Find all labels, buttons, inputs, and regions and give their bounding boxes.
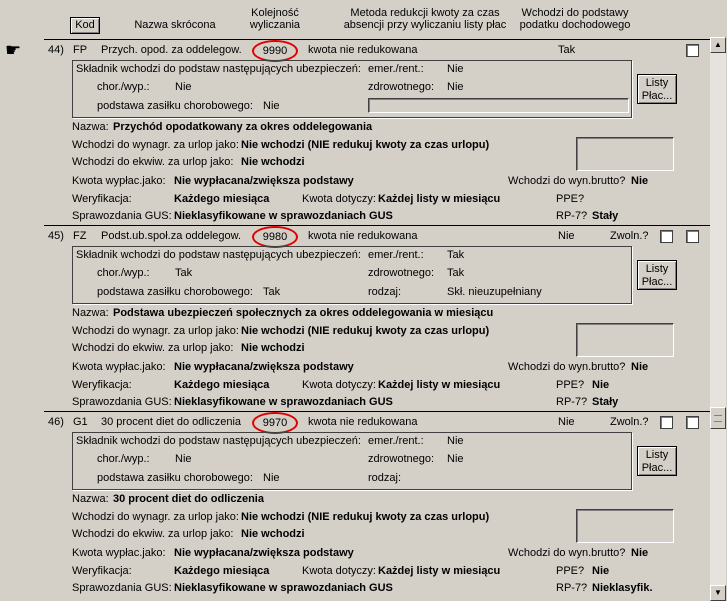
rp7-label: RP-7? <box>556 582 588 594</box>
calculation-order-value[interactable]: 9970 <box>252 412 298 434</box>
zdrowotnego-value: Nie <box>447 81 464 93</box>
zasilek-label: podstawa zasiłku chorobowego: <box>97 472 253 484</box>
weryfikacja-label: Weryfikacja: <box>72 565 132 577</box>
weryfikacja-value: Każdego miesiąca <box>174 193 270 205</box>
urlop-value: Nie wchodzi (NIE redukuj kwoty za czas urlopu) <box>241 511 490 523</box>
ppe-value: Nie <box>592 379 610 391</box>
brutto-label: Wchodzi do wyn.brutto? <box>508 175 626 187</box>
chor-value: Nie <box>175 81 192 93</box>
gus-value: Nieklasyfikowane w sprawozdaniach GUS <box>174 210 393 222</box>
rp7-value: Stały <box>592 210 619 222</box>
record-separator <box>44 411 710 412</box>
zwoln-label: Zwoln.? <box>610 416 649 428</box>
kwota-dotyczy-value: Każdej listy w miesiącu <box>378 193 501 205</box>
header-wchodzi-line2: podatku dochodowego <box>519 19 631 31</box>
header-wchodzi[interactable] <box>500 7 650 31</box>
zdrowotnego-value: Tak <box>447 267 465 279</box>
weryfikacja-value: Każdego miesiąca <box>174 379 270 391</box>
reduction-method: kwota nie redukowana <box>308 44 418 56</box>
chor-label: chor./wyp.: <box>97 453 150 465</box>
listy-plac-button[interactable] <box>637 74 677 104</box>
chor-value: Tak <box>175 267 193 279</box>
zasilek-label: podstawa zasiłku chorobowego: <box>97 286 253 298</box>
ekwiw-value: Nie wchodzi <box>241 156 305 168</box>
scroll-up-button[interactable]: ▲ <box>710 37 726 53</box>
listy-plac-line2: Płac... <box>641 462 673 474</box>
record-separator <box>44 39 710 40</box>
weryfikacja-value: Każdego miesiąca <box>174 565 270 577</box>
listy-plac-line1: Listy <box>645 449 669 461</box>
gus-value: Nieklasyfikowane w sprawozdaniach GUS <box>174 582 393 594</box>
record-short-name: Podst.ub.społ.za oddelegow. <box>101 230 242 242</box>
reduction-method: kwota nie redukowana <box>308 416 418 428</box>
listy-plac-line2: Płac... <box>641 276 673 288</box>
listy-plac-button[interactable] <box>637 260 677 290</box>
calculation-order-value[interactable]: 9980 <box>252 226 298 248</box>
record-number: 46) <box>48 416 64 428</box>
emer-value: Tak <box>447 249 465 261</box>
notes-field[interactable] <box>576 509 674 543</box>
ekwiw-label: Wchodzi do ekwiw. za urlop jako: <box>72 342 234 354</box>
weryfikacja-label: Weryfikacja: <box>72 193 132 205</box>
kwota-dotyczy-label: Kwota dotyczy: <box>302 565 376 577</box>
listy-plac-line2: Płac... <box>641 90 673 102</box>
rp7-label: RP-7? <box>556 396 588 408</box>
kwota-value: Nie wypłacana/zwiększa podstawy <box>174 175 354 187</box>
header-kolejnosc-line1: Kolejność <box>251 7 299 19</box>
nazwa-label: Nazwa: <box>72 121 109 133</box>
kwota-label: Kwota wypłac.jako: <box>72 175 166 187</box>
nazwa-label: Nazwa: <box>72 493 109 505</box>
income-tax-base-value: Tak <box>558 44 576 56</box>
zdrowotnego-label: zdrowotnego: <box>368 267 435 279</box>
gus-label: Sprawozdania GUS: <box>72 582 172 594</box>
income-tax-base-value: Nie <box>558 416 575 428</box>
reduction-method: kwota nie redukowana <box>308 230 418 242</box>
record-number: 45) <box>48 230 64 242</box>
gus-label: Sprawozdania GUS: <box>72 396 172 408</box>
scroll-thumb[interactable] <box>710 407 726 429</box>
emer-label: emer./rent.: <box>368 63 424 75</box>
record-checkbox[interactable] <box>686 416 699 429</box>
kod-sort-button[interactable]: Kod <box>70 17 100 34</box>
emer-label: emer./rent.: <box>368 249 424 261</box>
brutto-value: Nie <box>631 547 649 559</box>
column-header <box>0 0 727 36</box>
header-metoda-line2: absencji przy wyliczaniu listy płac <box>343 19 507 31</box>
insurance-group-label: Składnik wchodzi do podstaw następujących ubezpieczeń: <box>76 249 361 261</box>
header-nazwa[interactable]: Nazwa skrócona <box>134 19 216 31</box>
zasilek-value: Nie <box>263 100 280 112</box>
brutto-value: Nie <box>631 361 649 373</box>
zdrowotnego-label: zdrowotnego: <box>368 453 435 465</box>
calculation-order-value[interactable]: 9990 <box>252 40 298 62</box>
rp7-label: RP-7? <box>556 210 588 222</box>
zdrowotnego-label: zdrowotnego: <box>368 81 435 93</box>
ekwiw-value: Nie wchodzi <box>241 342 305 354</box>
kwota-dotyczy-value: Każdej listy w miesiącu <box>378 565 501 577</box>
zdrowotnego-value: Nie <box>447 453 464 465</box>
kwota-dotyczy-label: Kwota dotyczy: <box>302 193 376 205</box>
brutto-label: Wchodzi do wyn.brutto? <box>508 361 626 373</box>
record-number: 44) <box>48 44 64 56</box>
header-kolejnosc[interactable] <box>240 7 310 31</box>
ppe-value: Nie <box>592 565 610 577</box>
kwota-dotyczy-value: Każdej listy w miesiącu <box>378 379 501 391</box>
insurance-group-label: Składnik wchodzi do podstaw następujących ubezpieczeń: <box>76 435 361 447</box>
kwota-label: Kwota wypłac.jako: <box>72 361 166 373</box>
insurance-group-label: Składnik wchodzi do podstaw następujących ubezpieczeń: <box>76 63 361 75</box>
gus-label: Sprawozdania GUS: <box>72 210 172 222</box>
rodzaj-label: rodzaj: <box>368 472 402 484</box>
zwoln-label: Zwoln.? <box>610 230 649 242</box>
ppe-label: PPE? <box>556 565 585 577</box>
rodzaj-label: rodzaj: <box>368 286 402 298</box>
kwota-value: Nie wypłacana/zwiększa podstawy <box>174 547 354 559</box>
urlop-label: Wchodzi do wynagr. za urlop jako: <box>72 511 239 523</box>
record-code: G1 <box>73 416 88 428</box>
full-name-value: 30 procent diet do odliczenia <box>113 493 264 505</box>
record-checkbox[interactable] <box>686 44 699 57</box>
rodzaj-value: Skł. nieuzupełniany <box>447 286 542 298</box>
emer-value: Nie <box>447 435 464 447</box>
record-short-name: Przych. opod. za oddelegow. <box>101 44 242 56</box>
rp7-value: Stały <box>592 396 619 408</box>
record-checkbox[interactable] <box>686 230 699 243</box>
chor-label: chor./wyp.: <box>97 81 150 93</box>
urlop-value: Nie wchodzi (NIE redukuj kwoty za czas urlopu) <box>241 139 490 151</box>
urlop-label: Wchodzi do wynagr. za urlop jako: <box>72 325 239 337</box>
zasilek-label: podstawa zasiłku chorobowego: <box>97 100 253 112</box>
record-separator <box>44 225 710 226</box>
weryfikacja-label: Weryfikacja: <box>72 379 132 391</box>
notes-field[interactable] <box>576 323 674 357</box>
record-short-name: 30 procent diet do odliczenia <box>101 416 242 428</box>
ekwiw-label: Wchodzi do ekwiw. za urlop jako: <box>72 156 234 168</box>
chor-value: Nie <box>175 453 192 465</box>
full-name-value: Podstawa ubezpieczeń społecznych za okres oddelegowania w miesiącu <box>113 307 494 319</box>
kwota-dotyczy-label: Kwota dotyczy: <box>302 379 376 391</box>
record-code: FP <box>73 44 88 56</box>
scroll-down-button[interactable]: ▼ <box>710 585 726 601</box>
chor-label: chor./wyp.: <box>97 267 150 279</box>
emer-label: emer./rent.: <box>368 435 424 447</box>
gus-value: Nieklasyfikowane w sprawozdaniach GUS <box>174 396 393 408</box>
brutto-value: Nie <box>631 175 649 187</box>
nazwa-label: Nazwa: <box>72 307 109 319</box>
zwoln-checkbox[interactable] <box>660 230 673 243</box>
brutto-label: Wchodzi do wyn.brutto? <box>508 547 626 559</box>
emer-value: Nie <box>447 63 464 75</box>
full-name-value: Przychód opodatkowany za okres oddelegowania <box>113 121 373 133</box>
listy-plac-line1: Listy <box>645 77 669 89</box>
header-metoda[interactable] <box>320 7 530 31</box>
zasilek-value: Nie <box>263 472 280 484</box>
rp7-value: Nieklasyfik. <box>592 582 653 594</box>
urlop-label: Wchodzi do wynagr. za urlop jako: <box>72 139 239 151</box>
vertical-scrollbar[interactable] <box>710 37 726 601</box>
listy-plac-button[interactable] <box>637 446 677 476</box>
zasilek-value: Tak <box>263 286 281 298</box>
ekwiw-label: Wchodzi do ekwiw. za urlop jako: <box>72 528 234 540</box>
header-kolejnosc-line2: wyliczania <box>249 19 301 31</box>
ekwiw-value: Nie wchodzi <box>241 528 305 540</box>
ppe-label: PPE? <box>556 193 585 205</box>
notes-field[interactable] <box>576 137 674 171</box>
zwoln-checkbox[interactable] <box>660 416 673 429</box>
urlop-value: Nie wchodzi (NIE redukuj kwoty za czas urlopu) <box>241 325 490 337</box>
header-wchodzi-line1: Wchodzi do podstawy <box>521 7 629 19</box>
income-tax-base-value: Nie <box>558 230 575 242</box>
record-code: FZ <box>73 230 87 242</box>
rodzaj-field <box>368 98 629 113</box>
header-metoda-line1: Metoda redukcji kwoty za czas <box>350 7 500 19</box>
current-row-pointer-icon: ☛ <box>5 40 22 60</box>
kwota-label: Kwota wypłac.jako: <box>72 547 166 559</box>
listy-plac-line1: Listy <box>645 263 669 275</box>
ppe-label: PPE? <box>556 379 585 391</box>
kwota-value: Nie wypłacana/zwiększa podstawy <box>174 361 354 373</box>
records-list <box>0 37 710 597</box>
